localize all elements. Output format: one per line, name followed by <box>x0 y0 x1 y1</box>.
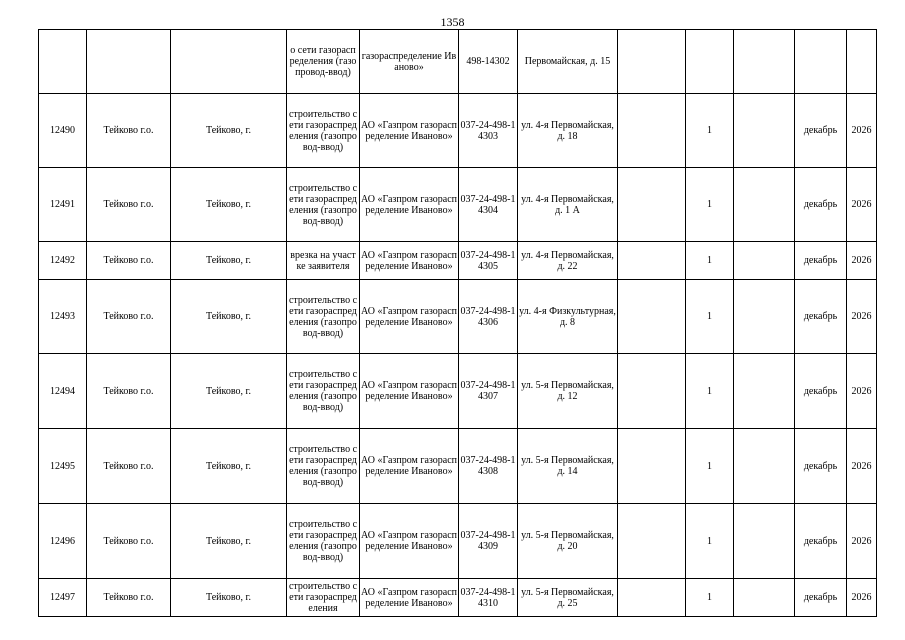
cell-locality: Тейково, г. <box>171 280 287 354</box>
cell-work: строительство сети газораспределения (газопровод-ввод) <box>287 504 360 579</box>
cell-month: декабрь <box>795 94 847 168</box>
cell-district: Тейково г.о. <box>87 504 171 579</box>
cell-empty <box>734 354 795 429</box>
cell-year: 2026 <box>847 168 877 242</box>
cell-org: АО «Газпром газораспределение Иваново» <box>360 354 459 429</box>
cell-locality: Тейково, г. <box>171 242 287 280</box>
cell-month <box>795 30 847 94</box>
cell-month: декабрь <box>795 429 847 504</box>
cell-qty: 1 <box>686 94 734 168</box>
table-row <box>39 280 877 354</box>
cell-org: АО «Газпром газораспределение Иваново» <box>360 429 459 504</box>
cell-qty: 1 <box>686 429 734 504</box>
cell-code: 037-24-498-14309 <box>459 504 518 579</box>
cell-address: ул. 4-я Физкультурная, д. 8 <box>518 280 618 354</box>
cell-month: декабрь <box>795 354 847 429</box>
cell-num: 12493 <box>39 280 87 354</box>
cell-empty <box>734 579 795 617</box>
cell-district: Тейково г.о. <box>87 354 171 429</box>
cell-qty: 1 <box>686 168 734 242</box>
cell-code: 498-14302 <box>459 30 518 94</box>
cell-empty <box>618 280 686 354</box>
cell-empty <box>734 242 795 280</box>
cell-empty <box>618 429 686 504</box>
cell-empty <box>734 504 795 579</box>
cell-qty: 1 <box>686 280 734 354</box>
cell-num: 12494 <box>39 354 87 429</box>
table-container <box>0 29 905 640</box>
cell-code: 037-24-498-14307 <box>459 354 518 429</box>
cell-num: 12490 <box>39 94 87 168</box>
cell-work: врезка на участке заявителя <box>287 242 360 280</box>
table-row-partial <box>39 30 877 94</box>
cell-code: 037-24-498-14308 <box>459 429 518 504</box>
cell-locality: Тейково, г. <box>171 168 287 242</box>
cell-org: АО «Газпром газораспределение Иваново» <box>360 242 459 280</box>
cell-locality: Тейково, г. <box>171 354 287 429</box>
table-row <box>39 94 877 168</box>
cell-address: ул. 4-я Первомайская, д. 1 А <box>518 168 618 242</box>
cell-address: ул. 5-я Первомайская, д. 12 <box>518 354 618 429</box>
cell-qty <box>686 30 734 94</box>
cell-month: декабрь <box>795 579 847 617</box>
page-number: 1358 <box>440 15 465 29</box>
table-row <box>39 579 877 617</box>
cell-code: 037-24-498-14304 <box>459 168 518 242</box>
cell-district: Тейково г.о. <box>87 280 171 354</box>
cell-empty <box>618 354 686 429</box>
table-row <box>39 168 877 242</box>
cell-district <box>87 30 171 94</box>
cell-empty <box>618 94 686 168</box>
cell-empty <box>734 94 795 168</box>
cell-empty <box>618 168 686 242</box>
cell-num: 12496 <box>39 504 87 579</box>
cell-year <box>847 30 877 94</box>
cell-year: 2026 <box>847 504 877 579</box>
cell-org: АО «Газпром газораспределение Иваново» <box>360 280 459 354</box>
cell-num <box>39 30 87 94</box>
cell-empty <box>734 280 795 354</box>
cell-month: декабрь <box>795 242 847 280</box>
data-table <box>38 29 877 617</box>
cell-address: ул. 5-я Первомайская, д. 25 <box>518 579 618 617</box>
cell-month: декабрь <box>795 280 847 354</box>
cell-locality: Тейково, г. <box>171 429 287 504</box>
cell-num: 12491 <box>39 168 87 242</box>
cell-locality <box>171 30 287 94</box>
table-row <box>39 504 877 579</box>
cell-empty <box>618 504 686 579</box>
cell-address: ул. 5-я Первомайская, д. 14 <box>518 429 618 504</box>
cell-num: 12497 <box>39 579 87 617</box>
cell-org: АО «Газпром газораспределение Иваново» <box>360 504 459 579</box>
cell-code: 037-24-498-14305 <box>459 242 518 280</box>
cell-year: 2026 <box>847 280 877 354</box>
cell-empty <box>618 30 686 94</box>
cell-district: Тейково г.о. <box>87 242 171 280</box>
cell-year: 2026 <box>847 354 877 429</box>
cell-address: ул. 4-я Первомайская, д. 22 <box>518 242 618 280</box>
cell-district: Тейково г.о. <box>87 579 171 617</box>
cell-district: Тейково г.о. <box>87 429 171 504</box>
cell-locality: Тейково, г. <box>171 504 287 579</box>
cell-work: строительство сети газораспределения <box>287 579 360 617</box>
cell-code: 037-24-498-14303 <box>459 94 518 168</box>
cell-year: 2026 <box>847 242 877 280</box>
cell-code: 037-24-498-14310 <box>459 579 518 617</box>
cell-work: строительство сети газораспределения (газопровод-ввод) <box>287 94 360 168</box>
cell-empty <box>734 429 795 504</box>
cell-district: Тейково г.о. <box>87 94 171 168</box>
cell-org: АО «Газпром газораспределение Иваново» <box>360 168 459 242</box>
cell-num: 12495 <box>39 429 87 504</box>
cell-locality: Тейково, г. <box>171 579 287 617</box>
cell-year: 2026 <box>847 429 877 504</box>
cell-locality: Тейково, г. <box>171 94 287 168</box>
cell-work: строительство сети газораспределения (газопровод-ввод) <box>287 429 360 504</box>
cell-qty: 1 <box>686 242 734 280</box>
cell-qty: 1 <box>686 579 734 617</box>
cell-work: о сети газораспределения (газопровод-ввод) <box>287 30 360 94</box>
cell-empty <box>618 579 686 617</box>
table-row <box>39 354 877 429</box>
cell-year: 2026 <box>847 94 877 168</box>
cell-empty <box>734 30 795 94</box>
cell-month: декабрь <box>795 168 847 242</box>
cell-month: декабрь <box>795 504 847 579</box>
cell-district: Тейково г.о. <box>87 168 171 242</box>
cell-work: строительство сети газораспределения (газопровод-ввод) <box>287 354 360 429</box>
cell-empty <box>618 242 686 280</box>
cell-year: 2026 <box>847 579 877 617</box>
cell-empty <box>734 168 795 242</box>
cell-code: 037-24-498-14306 <box>459 280 518 354</box>
cell-address: ул. 5-я Первомайская, д. 20 <box>518 504 618 579</box>
cell-num: 12492 <box>39 242 87 280</box>
cell-qty: 1 <box>686 504 734 579</box>
cell-work: строительство сети газораспределения (газопровод-ввод) <box>287 168 360 242</box>
table-row <box>39 429 877 504</box>
cell-org: АО «Газпром газораспределение Иваново» <box>360 579 459 617</box>
table-row <box>39 242 877 280</box>
cell-qty: 1 <box>686 354 734 429</box>
cell-address: Первомайская, д. 15 <box>518 30 618 94</box>
cell-org: газораспределение Иваново» <box>360 30 459 94</box>
cell-work: строительство сети газораспределения (газопровод-ввод) <box>287 280 360 354</box>
cell-address: ул. 4-я Первомайская, д. 18 <box>518 94 618 168</box>
cell-org: АО «Газпром газораспределение Иваново» <box>360 94 459 168</box>
